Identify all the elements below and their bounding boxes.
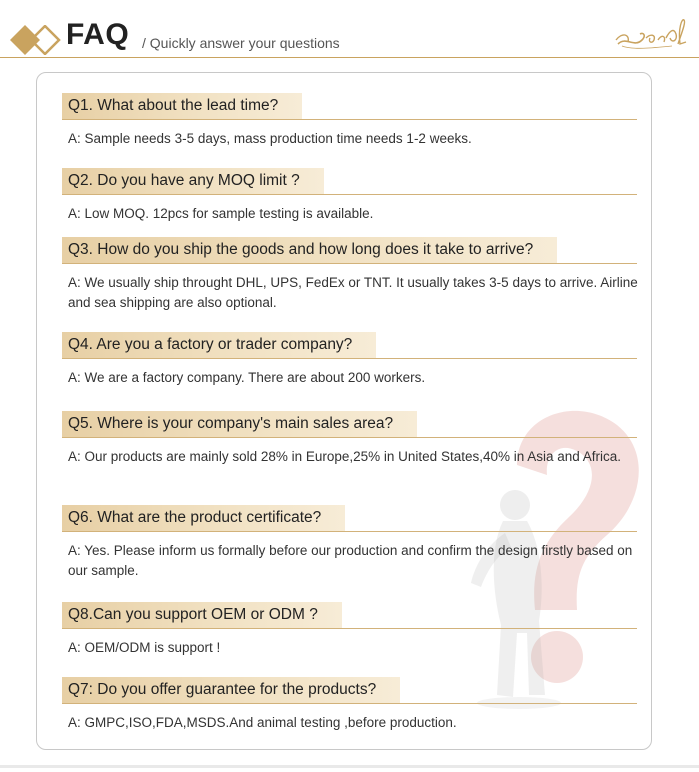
question-label: Q8.Can you support OEM or ODM ? xyxy=(62,602,342,628)
brand-logo-icon xyxy=(612,14,692,54)
answer-text: A: We are a factory company. There are about 200 workers. xyxy=(68,370,426,385)
question-label: Q4. Are you a factory or trader company? xyxy=(62,332,376,358)
faq-item-1 xyxy=(62,93,637,149)
question-label: Q1. What about the lead time? xyxy=(62,93,302,119)
question-underline xyxy=(62,358,637,359)
faq-header xyxy=(0,0,699,66)
question-label: Q2. Do you have any MOQ limit ? xyxy=(62,168,324,194)
question-underline xyxy=(62,703,637,704)
diamond-icon xyxy=(10,25,68,55)
answer-text: A: Low MOQ. 12pcs for sample testing is available. xyxy=(68,206,374,221)
page-subtitle: / Quickly answer your questions xyxy=(142,35,340,51)
faq-item-5 xyxy=(62,411,637,467)
answer-text: A: We usually ship throught DHL, UPS, FedEx or TNT. It usually takes 3-5 days to arrive. Airline and sea shipping are also optional. xyxy=(68,275,638,310)
question-label: Q3. How do you ship the goods and how long does it take to arrive? xyxy=(62,237,557,263)
question-label: Q6. What are the product certificate? xyxy=(62,505,345,531)
question-underline xyxy=(62,119,637,120)
faq-card xyxy=(36,72,652,750)
faq-item-3 xyxy=(62,237,637,313)
answer-text: A: GMPC,ISO,FDA,MSDS.And animal testing ,before production. xyxy=(68,715,457,730)
faq-item-6 xyxy=(62,505,637,581)
faq-item-7 xyxy=(62,602,637,658)
faq-item-4 xyxy=(62,332,637,388)
question-underline xyxy=(62,628,637,629)
question-underline xyxy=(62,263,637,264)
answer-text: A: OEM/ODM is support ! xyxy=(68,640,221,655)
page-title: FAQ xyxy=(66,18,130,51)
answer-text: A: Our products are mainly sold 28% in Europe,25% in United States,40% in Asia and Africa. xyxy=(68,449,622,464)
question-label: Q5. Where is your company's main sales area? xyxy=(62,411,417,437)
footer-divider xyxy=(0,765,699,768)
faq-item-8 xyxy=(62,677,637,733)
faq-item-2 xyxy=(62,168,637,224)
question-label: Q7: Do you offer guarantee for the products? xyxy=(62,677,400,703)
answer-text: A: Sample needs 3-5 days, mass production time needs 1-2 weeks. xyxy=(68,131,472,146)
question-underline xyxy=(62,531,637,532)
answer-text: A: Yes. Please inform us formally before our production and confirm the design firstly based on our sample. xyxy=(68,543,633,578)
question-underline xyxy=(62,437,637,438)
question-underline xyxy=(62,194,637,195)
header-divider xyxy=(0,57,699,58)
